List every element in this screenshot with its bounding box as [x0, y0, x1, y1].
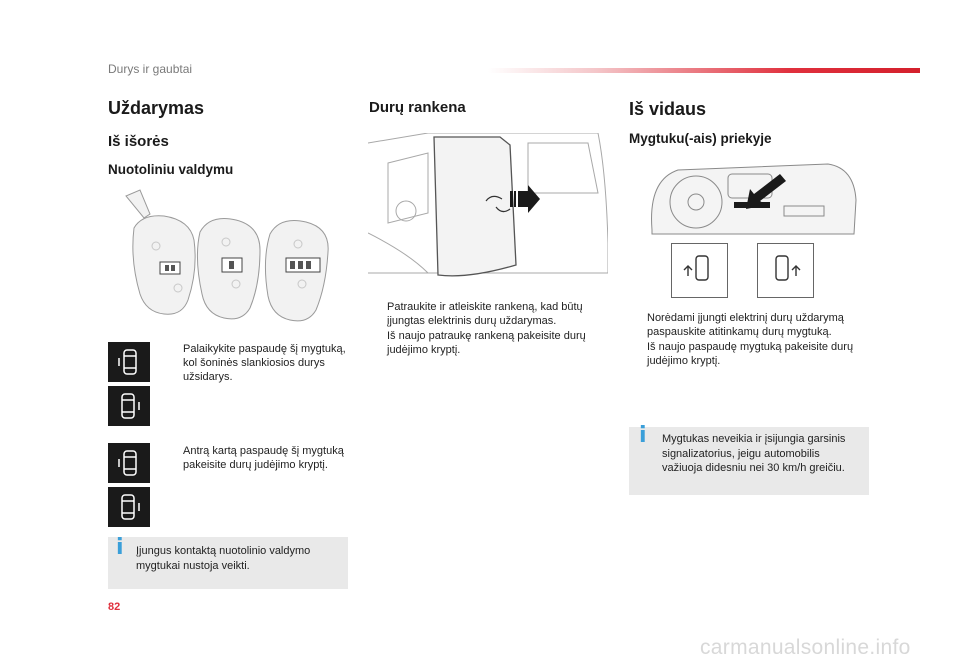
door-button-right-icon [757, 243, 814, 298]
info-note-speed: i Mygtukas neveikia ir įsijungia garsinis signalizatorius, jeigu automobilis važiuoja didesniu nei 30 km/h greičiu. [629, 427, 869, 495]
sliding-door-handle-illustration [368, 133, 608, 285]
watermark: carmanualsonline.info [700, 636, 911, 659]
page-number: 82 [108, 601, 121, 613]
remote-key-illustration [108, 188, 348, 328]
section-title: Durys ir gaubtai [108, 62, 193, 76]
bullet-hold-button: Palaikykite paspaudę šį mygtuką, kol šoninės slankiosios durys užsidarys. [183, 343, 346, 383]
bullet-press-again: Antrą kartą paspaudę šį mygtuką pakeisite durų judėjimo kryptį. [183, 445, 344, 471]
bullet-pull-again: Iš naujo patraukę rankeną pakeisite durų judėjimo kryptį. [387, 330, 586, 356]
dashboard-illustration [648, 160, 858, 244]
door-button-left-icon [671, 243, 728, 298]
heading-door-handle: Durų rankena [369, 99, 466, 116]
heading-from-outside: Iš išorės [108, 133, 169, 150]
bullet-press-door-button: Norėdami įjungti elektrinį durų uždarymą paspauskite atitinkamų durų mygtuką. [647, 312, 844, 338]
door-open-right-icon [108, 386, 150, 426]
heading-closing: Uždarymas [108, 98, 205, 118]
bullet-pull-handle: Patraukite ir atleiskite rankeną, kad būtų įjungtas elektrinis durų uždarymas. [387, 301, 583, 327]
header-accent-line [488, 68, 920, 73]
heading-from-inside: Iš vidaus [629, 99, 707, 119]
bullet-press-again-inside: Iš naujo paspaudę mygtuką pakeisite durų judėjimo kryptį. [647, 341, 854, 367]
door-open-right-icon [108, 487, 150, 527]
heading-remote: Nuotoliniu valdymu [108, 162, 234, 177]
door-open-left-icon [108, 443, 150, 483]
heading-front-buttons: Mygtuku(-ais) priekyje [629, 131, 772, 146]
info-icon: i [639, 423, 647, 448]
info-icon: i [116, 535, 124, 560]
info-note-remote: i Įjungus kontaktą nuotolinio valdymo mygtukai nustoja veikti. [108, 537, 348, 589]
door-open-left-icon [108, 342, 150, 382]
